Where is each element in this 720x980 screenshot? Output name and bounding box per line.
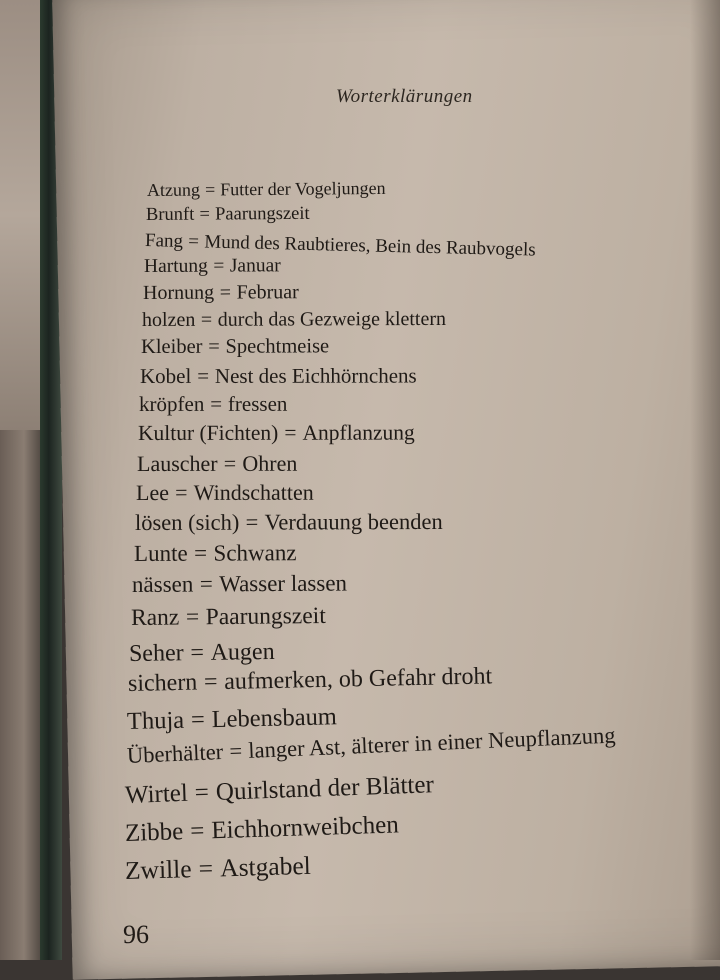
entry-definition: Wasser lassen	[219, 570, 348, 597]
equals-sign: =	[197, 363, 210, 388]
equals-sign: =	[213, 255, 225, 277]
equals-sign: =	[175, 479, 188, 505]
entry-definition: Augen	[210, 638, 275, 666]
entry-definition: Januar	[229, 255, 281, 277]
entry-term: Lee	[135, 479, 169, 505]
glossary-entry	[141, 335, 329, 359]
equals-sign: =	[189, 817, 205, 845]
entry-term: holzen	[141, 308, 196, 331]
entry-term: Lunte	[133, 540, 188, 566]
glossary-entry	[147, 178, 386, 201]
entry-term: kröpfen	[138, 391, 205, 416]
glossary-entry	[138, 421, 415, 446]
entry-definition: Futter der Vogeljungen	[220, 177, 386, 200]
equals-sign: =	[200, 308, 213, 331]
entry-definition: Paarungszeit	[215, 203, 310, 225]
equals-sign: =	[185, 604, 200, 631]
glossary-entry	[137, 451, 297, 477]
glossary-entry	[136, 480, 314, 506]
entry-term: nässen	[131, 571, 194, 597]
entry-definition: Lebensbaum	[211, 703, 338, 734]
entry-term: Thuja	[126, 706, 185, 735]
glossary-entry	[143, 281, 299, 305]
entry-definition: Paarungszeit	[205, 602, 326, 631]
equals-sign: =	[194, 540, 208, 566]
entry-term: Atzung	[146, 179, 201, 200]
entry-definition: Februar	[236, 281, 299, 304]
glossary-entry	[142, 308, 446, 332]
entry-definition: Mund des Raubtieres, Bein des Raubvogels	[204, 231, 536, 261]
glossary-entry	[140, 364, 417, 389]
equals-sign: =	[199, 204, 210, 225]
equals-sign: =	[190, 639, 205, 667]
entry-term: Überhälter	[126, 738, 224, 768]
glossary-entry	[127, 703, 337, 736]
glossary-entry	[125, 851, 312, 886]
glossary-entry	[134, 540, 297, 567]
entry-term: Brunft	[145, 204, 195, 225]
entry-term: sichern	[127, 669, 198, 697]
entry-term: Zwille	[124, 854, 192, 885]
entry-definition: langer Ast, älterer in einer Neupflanzung	[247, 722, 616, 763]
entry-term: Wirtel	[124, 779, 189, 809]
equals-sign: =	[198, 853, 214, 883]
equals-sign: =	[210, 391, 223, 416]
glossary-entry	[135, 509, 443, 536]
entry-definition: Astgabel	[219, 850, 312, 883]
entry-definition: fressen	[227, 391, 288, 416]
entry-term: Hornung	[142, 281, 215, 304]
equals-sign: =	[228, 738, 243, 764]
page-title: Worterklärungen	[336, 86, 473, 107]
entry-term: Hartung	[143, 255, 208, 277]
entry-definition: aufmerken, ob Gefahr droht	[223, 663, 493, 695]
entry-term: Kleiber	[140, 335, 203, 358]
entry-term: Seher	[128, 640, 184, 667]
entry-definition: Nest des Eichhörnchens	[214, 363, 417, 388]
entry-term: Fang	[144, 230, 184, 252]
entry-definition: Anpflanzung	[302, 420, 415, 445]
entry-definition: Windschatten	[193, 479, 314, 505]
entry-term: Kultur (Fichten)	[137, 420, 279, 445]
entry-definition: Ohren	[242, 450, 298, 476]
entry-term: lösen (sich)	[134, 509, 240, 535]
entry-term: Lauscher	[136, 450, 218, 476]
entry-definition: Eichhornweibchen	[210, 811, 400, 845]
equals-sign: =	[284, 420, 297, 445]
entry-definition: durch das Gezweige klettern	[217, 307, 447, 331]
equals-sign: =	[204, 179, 216, 200]
entry-definition: Spechtmeise	[225, 335, 330, 358]
glossary-entry	[125, 771, 435, 810]
equals-sign: =	[223, 450, 237, 476]
equals-sign: =	[203, 669, 218, 696]
entry-term: Ranz	[130, 604, 180, 631]
glossary-entry	[131, 603, 326, 632]
glossary-entry	[146, 204, 310, 226]
entry-term: Kobel	[139, 363, 192, 388]
equals-sign: =	[199, 571, 213, 597]
equals-sign: =	[245, 509, 259, 535]
entry-definition: Quirlstand der Blätter	[215, 771, 435, 806]
equals-sign: =	[190, 706, 206, 734]
equals-sign: =	[219, 281, 232, 304]
entry-definition: Schwanz	[213, 540, 297, 566]
equals-sign: =	[188, 231, 200, 253]
glossary-entry	[128, 663, 493, 698]
page-number: 96	[123, 920, 149, 949]
glossary-entry	[125, 811, 400, 848]
equals-sign: =	[194, 779, 210, 807]
glossary-entry	[139, 392, 287, 417]
glossary-entry	[132, 570, 347, 598]
entry-definition: Verdauung beenden	[264, 508, 443, 535]
glossary-entry	[144, 255, 281, 278]
entry-term: Zibbe	[124, 818, 184, 847]
glossary-entry	[129, 639, 275, 668]
equals-sign: =	[208, 335, 220, 358]
